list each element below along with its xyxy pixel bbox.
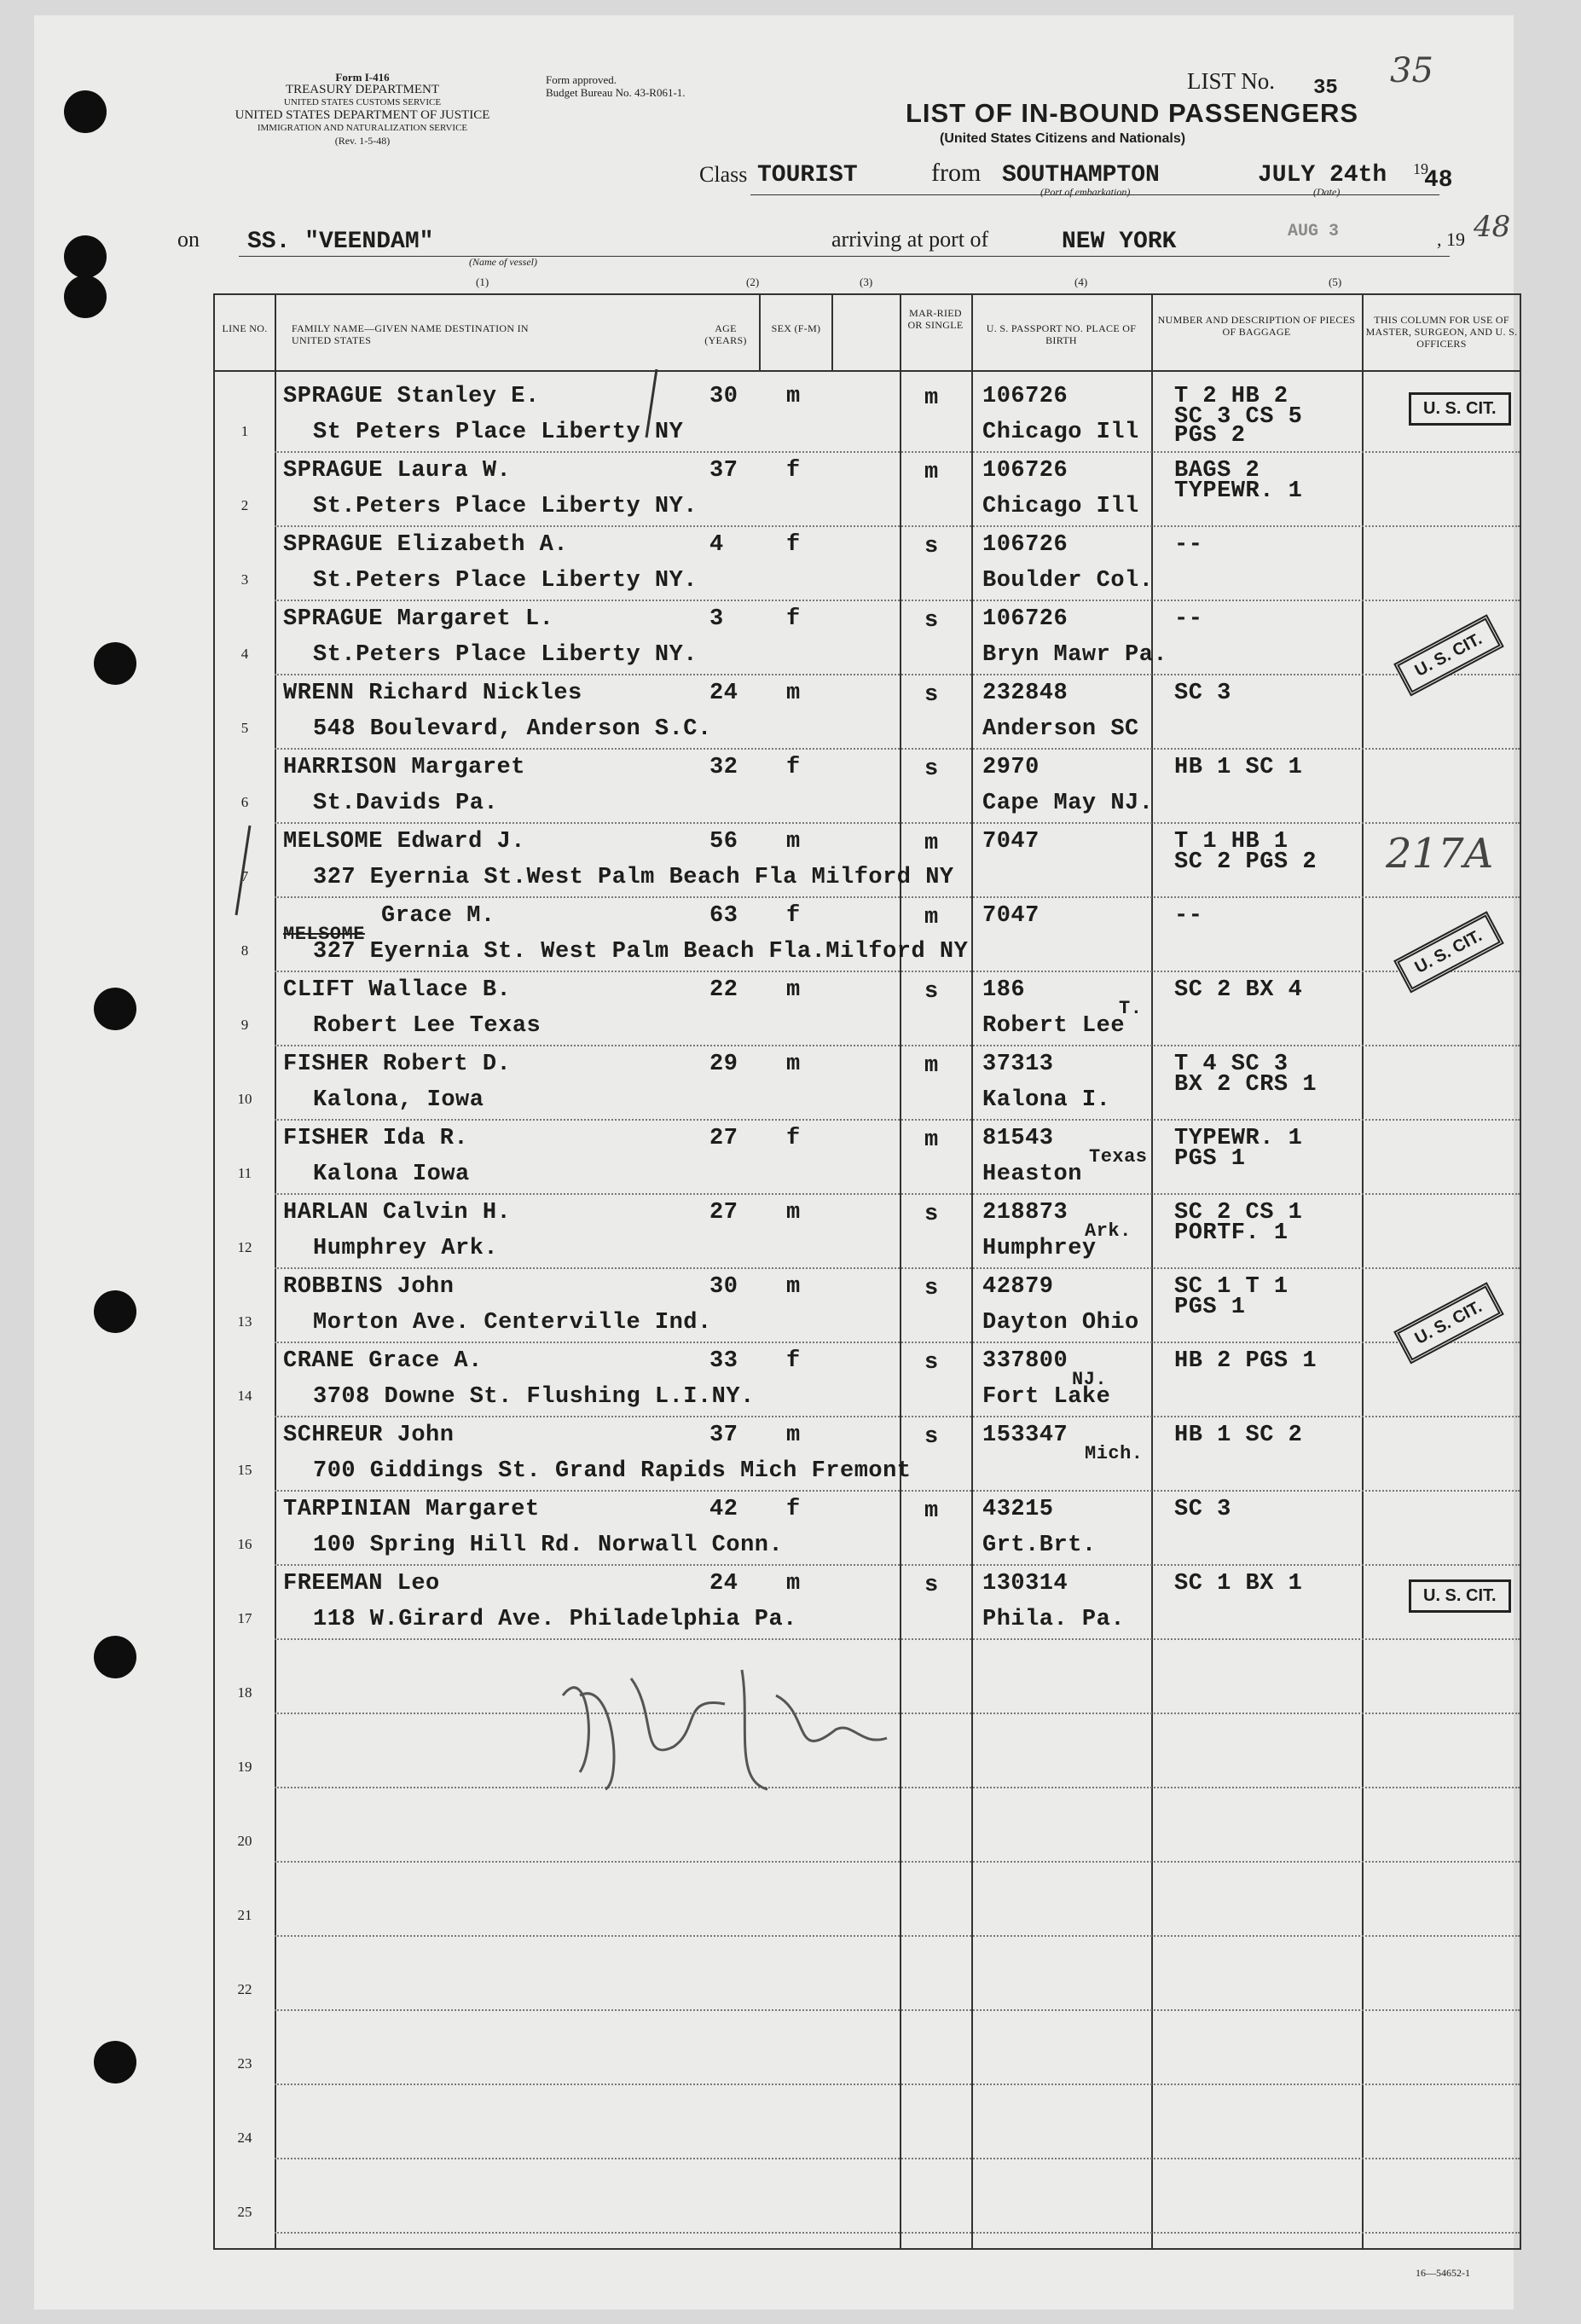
revision: (Rev. 1-5-48)	[334, 135, 391, 147]
birth-note: Ark.	[1085, 1220, 1132, 1242]
line-number: 17	[237, 1610, 252, 1626]
passport-number: 130314	[982, 1571, 1068, 1597]
baggage-line-1: SC 1 BX 1	[1174, 1571, 1303, 1597]
baggage-line-1: T 2 HB 2	[1174, 384, 1289, 409]
row-separator	[275, 2232, 1520, 2234]
passenger-marital: s	[924, 682, 939, 708]
col-divider	[900, 295, 901, 2248]
form-header	[166, 71, 559, 148]
passenger-destination: 327 Eyernia St.West Palm Beach Fla Milford NY	[313, 865, 954, 890]
passenger-age: 32	[709, 755, 738, 780]
line-number: 12	[237, 1239, 252, 1255]
passenger-sex: m	[786, 1274, 801, 1300]
punch-hole	[94, 1290, 136, 1333]
row-separator	[275, 1267, 1520, 1269]
passenger-age: 42	[709, 1497, 738, 1522]
place-of-birth: Grt.Brt.	[982, 1533, 1097, 1558]
header-divider	[215, 370, 1520, 372]
birth-note: Mich.	[1085, 1443, 1144, 1464]
baggage-line-1: TYPEWR. 1	[1174, 1126, 1303, 1151]
form-approved: Form approved.	[546, 73, 617, 86]
passenger-marital: s	[924, 1573, 939, 1598]
date-year: 48	[1424, 167, 1453, 194]
baggage-line-2: SC 3 CS 5	[1174, 404, 1303, 430]
passenger-destination: 548 Boulevard, Anderson S.C.	[313, 716, 712, 742]
baggage-line-1: T 4 SC 3	[1174, 1052, 1289, 1077]
line-number: 9	[240, 1017, 249, 1033]
colnum-4: (4)	[1074, 275, 1088, 288]
passenger-marital: s	[924, 534, 939, 559]
line-number: 5	[240, 720, 249, 736]
page-subtitle: (United States Citizens and Nationals)	[940, 131, 1186, 146]
row-separator	[275, 1045, 1520, 1046]
row-separator	[275, 1787, 1520, 1788]
form-number: Form I-416	[335, 71, 390, 84]
passport-number: 2970	[982, 755, 1040, 780]
manifest-page	[34, 15, 1518, 2310]
line-number: 10	[237, 1091, 252, 1107]
passenger-sex: f	[786, 532, 801, 558]
baggage-line-1: SC 2 CS 1	[1174, 1200, 1303, 1226]
list-no-value: 35	[1313, 77, 1338, 100]
passenger-sex: m	[786, 681, 801, 706]
passenger-destination: St Peters Place Liberty NY	[313, 420, 684, 445]
from-label: from	[931, 159, 982, 187]
passenger-name: SPRAGUE Laura W.	[283, 458, 512, 484]
baggage-line-2: PGS 1	[1174, 1295, 1246, 1320]
punch-hole	[94, 1636, 136, 1678]
col-divider	[831, 295, 833, 370]
passenger-name: FISHER Robert D.	[283, 1052, 512, 1077]
passenger-name: TARPINIAN Margaret	[283, 1497, 540, 1522]
passenger-marital: s	[924, 979, 939, 1005]
passport-number: 37313	[982, 1052, 1054, 1077]
passenger-sex: m	[786, 1423, 801, 1448]
place-of-birth: Phila. Pa.	[982, 1607, 1126, 1632]
punch-hole	[64, 90, 107, 133]
place-of-birth: Humphrey	[982, 1236, 1097, 1261]
budget-bureau: Budget Bureau No. 43-R061-1.	[546, 86, 686, 99]
passenger-age: 24	[709, 681, 738, 706]
passenger-age: 30	[709, 1274, 738, 1300]
line-number: 3	[240, 571, 249, 588]
passenger-name: WRENN Richard Nickles	[283, 681, 582, 706]
line-number: 4	[240, 646, 249, 662]
colnum-3: (3)	[860, 275, 873, 288]
baggage-line-1: SC 1 T 1	[1174, 1274, 1289, 1300]
passport-number: 337800	[982, 1348, 1068, 1374]
row-separator	[275, 1861, 1520, 1863]
place-of-birth: Kalona I.	[982, 1087, 1111, 1113]
passenger-sex: f	[786, 1348, 801, 1374]
passenger-age: 30	[709, 384, 738, 409]
passenger-destination: St.Peters Place Liberty NY.	[313, 568, 698, 594]
place-of-birth: Boulder Col.	[982, 568, 1154, 594]
passenger-destination: 100 Spring Hill Rd. Norwall Conn.	[313, 1533, 784, 1558]
col-baggage: NUMBER AND DESCRIPTION OF PIECES OF BAGGAGE	[1157, 314, 1356, 338]
passenger-marital: s	[924, 756, 939, 782]
birth-note: NJ.	[1072, 1369, 1108, 1390]
line-number: 25	[237, 2204, 252, 2220]
punch-hole	[94, 642, 136, 685]
passenger-name: SPRAGUE Stanley E.	[283, 384, 540, 409]
passenger-name: SCHREUR John	[283, 1423, 455, 1448]
us-citizen-stamp: U. S. CIT.	[1409, 392, 1511, 426]
passport-number: 232848	[982, 681, 1068, 706]
approval-block	[546, 73, 686, 99]
col-officers: THIS COLUMN FOR USE OF MASTER, SURGEON, AND U. S. OFFICERS	[1365, 314, 1518, 350]
baggage-line-2: TYPEWR. 1	[1174, 478, 1303, 504]
baggage-line-2: PGS 1	[1174, 1146, 1246, 1172]
passenger-marital: s	[924, 608, 939, 634]
passenger-name: CRANE Grace A.	[283, 1348, 483, 1374]
date-caption: (Date)	[1313, 186, 1341, 198]
row-separator	[275, 822, 1520, 824]
surname-overstrike: MELSOME	[283, 924, 365, 945]
place-of-birth: Bryn Mawr Pa.	[982, 642, 1168, 668]
passenger-marital: m	[924, 385, 939, 411]
passenger-destination: Robert Lee Texas	[313, 1013, 541, 1039]
row-separator	[275, 1119, 1520, 1121]
col-passport: U. S. PASSPORT NO. PLACE OF BIRTH	[986, 322, 1137, 346]
on-label: on	[177, 227, 200, 252]
place-of-birth: Chicago Ill	[982, 420, 1139, 445]
passport-number: 106726	[982, 384, 1068, 409]
row-separator	[275, 525, 1520, 527]
passport-number: 43215	[982, 1497, 1054, 1522]
baggage-line-1: HB 1 SC 1	[1174, 755, 1303, 780]
place-of-birth: Cape May NJ.	[982, 791, 1154, 816]
passenger-table	[213, 293, 1521, 2250]
vessel-underline	[239, 256, 1450, 257]
passenger-sex: f	[786, 903, 801, 929]
col-line-no: LINE NO.	[222, 322, 268, 334]
birth-note: Texas	[1089, 1146, 1148, 1168]
line-number: 6	[240, 794, 249, 810]
baggage-line-1: HB 2 PGS 1	[1174, 1348, 1318, 1374]
line-number: 1	[240, 423, 249, 439]
baggage-line-1: --	[1174, 606, 1203, 632]
col-married: MAR-RIED OR SINGLE	[907, 307, 964, 331]
passenger-name: SPRAGUE Margaret L.	[283, 606, 554, 632]
passenger-sex: m	[786, 977, 801, 1003]
passenger-sex: f	[786, 755, 801, 780]
justice-dept: UNITED STATES DEPARTMENT OF JUSTICE	[235, 108, 490, 122]
passport-number: 7047	[982, 829, 1040, 855]
passenger-age: 27	[709, 1126, 738, 1151]
place-of-birth: Robert Lee	[982, 1013, 1126, 1039]
row-separator	[275, 2083, 1520, 2085]
date-value: JULY 24th	[1258, 162, 1387, 188]
passenger-name: ROBBINS John	[283, 1274, 455, 1300]
passenger-sex: f	[786, 1497, 801, 1522]
baggage-line-1: SC 3	[1174, 681, 1231, 706]
line-number: 13	[237, 1313, 252, 1330]
row-separator	[275, 1416, 1520, 1417]
baggage-line-3: PGS 2	[1174, 423, 1246, 449]
line-number: 18	[237, 1684, 252, 1701]
row-separator	[275, 1564, 1520, 1566]
passenger-marital: s	[924, 1424, 939, 1450]
passport-number: 218873	[982, 1200, 1068, 1226]
list-no-handwritten: 35	[1390, 51, 1433, 90]
passenger-sex: m	[786, 829, 801, 855]
passenger-destination: Kalona, Iowa	[313, 1087, 484, 1113]
passenger-destination: 327 Eyernia St. West Palm Beach Fla.Milford NY	[313, 939, 969, 965]
passenger-age: 22	[709, 977, 738, 1003]
port-value: NEW YORK	[1062, 229, 1177, 255]
baggage-line-2: SC 2 PGS 2	[1174, 849, 1318, 875]
baggage-line-1: HB 1 SC 2	[1174, 1423, 1303, 1448]
us-citizen-stamp: U. S. CIT.	[1393, 912, 1503, 994]
passenger-destination: Kalona Iowa	[313, 1162, 470, 1187]
place-of-birth: Anderson SC	[982, 716, 1139, 742]
signature-mark	[554, 1644, 895, 1815]
punch-hole	[94, 2041, 136, 2083]
passport-number: 42879	[982, 1274, 1054, 1300]
baggage-line-2: PORTF. 1	[1174, 1220, 1289, 1246]
line-number: 15	[237, 1462, 252, 1478]
place-of-birth: Dayton Ohio	[982, 1310, 1139, 1336]
passenger-age: 4	[709, 532, 724, 558]
passenger-age: 27	[709, 1200, 738, 1226]
passenger-age: 29	[709, 1052, 738, 1077]
passport-number: 106726	[982, 606, 1068, 632]
arrival-year-handwritten: 48	[1474, 210, 1511, 244]
baggage-line-2: BX 2 CRS 1	[1174, 1072, 1318, 1098]
passport-number: 153347	[982, 1423, 1068, 1448]
row-separator	[275, 896, 1520, 898]
passenger-marital: s	[924, 1202, 939, 1227]
row-separator	[275, 451, 1520, 453]
passenger-destination: St.Peters Place Liberty NY.	[313, 494, 698, 519]
row-separator	[275, 2009, 1520, 2011]
row-separator	[275, 1490, 1520, 1492]
passenger-marital: m	[924, 1127, 939, 1153]
passenger-age: 63	[709, 903, 738, 929]
line-number: 20	[237, 1833, 252, 1849]
line-number: 24	[237, 2130, 252, 2146]
arriving-label: arriving at port of	[831, 227, 989, 252]
colnum-5: (5)	[1329, 275, 1342, 288]
row-separator	[275, 1193, 1520, 1195]
passenger-name: CLIFT Wallace B.	[283, 977, 512, 1003]
passenger-destination: Humphrey Ark.	[313, 1236, 499, 1261]
passenger-sex: m	[786, 1200, 801, 1226]
row-separator	[275, 1935, 1520, 1937]
arrival-19: , 19	[1437, 229, 1465, 250]
line-number: 21	[237, 1907, 252, 1923]
col-divider	[275, 295, 276, 2248]
passenger-sex: m	[786, 1052, 801, 1077]
date-19: 19	[1413, 160, 1428, 177]
passenger-age: 24	[709, 1571, 738, 1597]
passenger-name: FREEMAN Leo	[283, 1571, 440, 1597]
passenger-name: MELSOME Edward J.	[283, 829, 525, 855]
baggage-line-1: SC 3	[1174, 1497, 1231, 1522]
passport-number: 81543	[982, 1126, 1054, 1151]
class-label: Class	[699, 162, 748, 187]
line-number: 8	[240, 942, 249, 959]
row-separator	[275, 1713, 1520, 1714]
passenger-marital: m	[924, 1498, 939, 1524]
from-caption: (Port of embarkation)	[1040, 186, 1131, 198]
row-separator	[275, 600, 1520, 601]
birth-note: T.	[1119, 998, 1143, 1019]
place-of-birth: Fort Lake	[982, 1384, 1111, 1410]
passenger-marital: s	[924, 1350, 939, 1376]
col-age: AGE (YEARS)	[704, 322, 747, 346]
passport-number: 106726	[982, 458, 1068, 484]
line-number: 14	[237, 1388, 252, 1404]
passenger-marital: m	[924, 905, 939, 930]
passenger-marital: m	[924, 831, 939, 856]
line-number: 22	[237, 1981, 252, 1997]
vessel-value: SS. "VEENDAM"	[247, 229, 434, 255]
page-title: LIST OF IN-BOUND PASSENGERS	[906, 98, 1359, 128]
passport-number: 7047	[982, 903, 1040, 929]
passenger-destination: Morton Ave. Centerville Ind.	[313, 1310, 712, 1336]
treasury-dept: TREASURY DEPARTMENT	[285, 83, 440, 96]
colnum-2: (2)	[746, 275, 760, 288]
passport-number: 106726	[982, 532, 1068, 558]
row-separator	[275, 674, 1520, 675]
place-of-birth: Heaston	[982, 1162, 1082, 1187]
row-separator	[275, 748, 1520, 750]
row-separator	[275, 971, 1520, 972]
us-citizen-stamp: U. S. CIT.	[1409, 1579, 1511, 1613]
line-number: 19	[237, 1759, 252, 1775]
us-citizen-stamp: U. S. CIT.	[1393, 1283, 1503, 1365]
customs-service: UNITED STATES CUSTOMS SERVICE	[283, 97, 442, 107]
passenger-sex: f	[786, 606, 801, 632]
footer-code: 16—54652-1	[1416, 2267, 1470, 2279]
passenger-age: 3	[709, 606, 724, 632]
baggage-line-1: --	[1174, 532, 1203, 558]
passenger-name: SPRAGUE Elizabeth A.	[283, 532, 569, 558]
line-number: 16	[237, 1536, 252, 1552]
place-of-birth: Chicago Ill	[982, 494, 1139, 519]
passenger-name: Grace M.	[381, 903, 495, 929]
colnum-1: (1)	[476, 275, 489, 288]
row-separator	[275, 2158, 1520, 2159]
date-underline	[750, 194, 1439, 195]
passenger-sex: f	[786, 458, 801, 484]
class-value: TOURIST	[757, 162, 858, 188]
from-value: SOUTHAMPTON	[1002, 162, 1160, 188]
passenger-destination: 3708 Downe St. Flushing L.I.NY.	[313, 1384, 755, 1410]
punch-hole	[64, 275, 107, 318]
passenger-destination: 700 Giddings St. Grand Rapids Mich Fremont	[313, 1458, 912, 1484]
vessel-caption: (Name of vessel)	[469, 256, 537, 268]
check-mark	[226, 821, 260, 924]
passenger-age: 37	[709, 458, 738, 484]
baggage-line-1: BAGS 2	[1174, 458, 1260, 484]
col-name: FAMILY NAME—GIVEN NAME DESTINATION IN UNITED STATES	[292, 322, 529, 346]
col-divider	[971, 295, 973, 2248]
passenger-destination: St.Peters Place Liberty NY.	[313, 642, 698, 668]
line-number: 2	[240, 497, 249, 513]
row-separator	[275, 1342, 1520, 1343]
handwritten-note: 217A	[1386, 830, 1494, 878]
line-number: 7	[240, 868, 249, 884]
line-number: 11	[237, 1165, 252, 1181]
passenger-age: 37	[709, 1423, 738, 1448]
punch-hole	[64, 235, 107, 278]
passenger-sex: m	[786, 1571, 801, 1597]
list-no-label: LIST No.	[1187, 68, 1276, 94]
punch-hole	[94, 988, 136, 1030]
passenger-age: 56	[709, 829, 738, 855]
line-number: 23	[237, 2055, 252, 2072]
passenger-age: 33	[709, 1348, 738, 1374]
passenger-marital: s	[924, 1276, 939, 1301]
passenger-sex: f	[786, 1126, 801, 1151]
passenger-name: HARLAN Calvin H.	[283, 1200, 512, 1226]
passenger-destination: 118 W.Girard Ave. Philadelphia Pa.	[313, 1607, 797, 1632]
baggage-line-1: T 1 HB 1	[1174, 829, 1289, 855]
baggage-line-1: SC 2 BX 4	[1174, 977, 1303, 1003]
col-sex: SEX (F-M)	[771, 322, 821, 334]
passenger-name: HARRISON Margaret	[283, 755, 525, 780]
passenger-marital: m	[924, 460, 939, 485]
us-citizen-stamp: U. S. CIT.	[1393, 615, 1503, 697]
passport-number: 186	[982, 977, 1026, 1003]
baggage-line-1: --	[1174, 903, 1203, 929]
row-separator	[275, 1638, 1520, 1640]
passenger-marital: m	[924, 1053, 939, 1079]
passenger-sex: m	[786, 384, 801, 409]
passenger-name: FISHER Ida R.	[283, 1126, 469, 1151]
arrival-date-stamp: AUG 3	[1288, 222, 1340, 241]
check-mark	[631, 365, 674, 442]
ins-service: IMMIGRATION AND NATURALIZATION SERVICE	[257, 123, 468, 133]
col-divider	[1362, 295, 1364, 2248]
passenger-destination: St.Davids Pa.	[313, 791, 499, 816]
